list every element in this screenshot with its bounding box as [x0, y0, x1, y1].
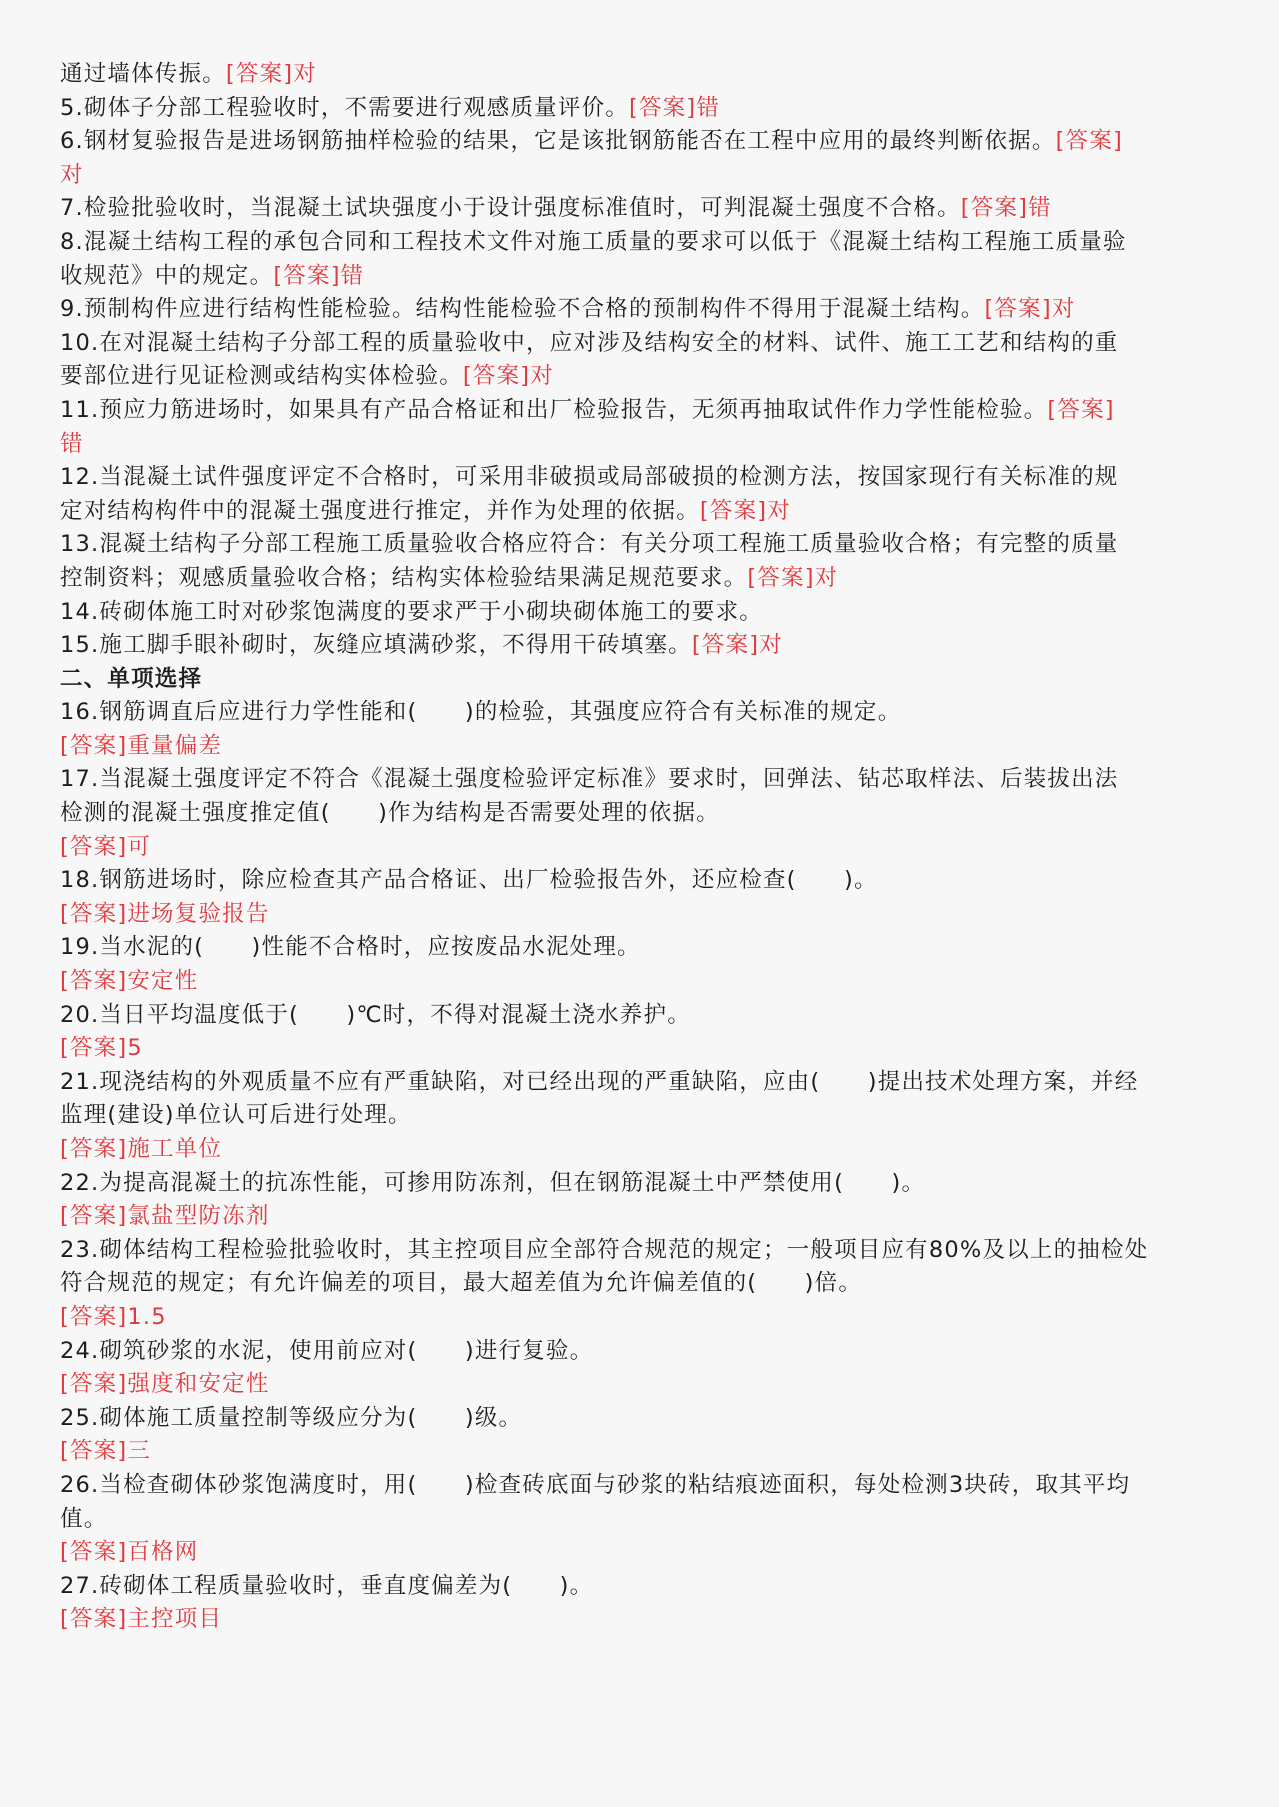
question-line: [60, 763, 1225, 797]
question-line: [60, 1133, 1225, 1167]
question-line: [60, 360, 1225, 394]
question-text: 23.砌体结构工程检验批验收时，其主控项目应全部符合规范的规定；一般项目应有80%及以上的抽检处: [60, 1236, 1149, 1263]
question-text: 16.钢筋调直后应进行力学性能和( )的检验，其强度应符合有关标准的规定。: [60, 699, 902, 726]
document-body: [60, 58, 1225, 1637]
question-text: 26.当检查砌体砂浆饱满度时，用( )检查砖底面与砂浆的粘结痕迹面积，每处检测3块砖，取其平均: [60, 1471, 1131, 1498]
answer-text: [答案]对: [699, 497, 791, 524]
question-text: 6.钢材复验报告是进场钢筋抽样检验的结果，它是该批钢筋能否在工程中应用的最终判断依据。: [60, 128, 1056, 155]
answer-text: [答案]氯盐型防冻剂: [60, 1203, 270, 1230]
question-text: 25.砌体施工质量控制等级应分为( )级。: [60, 1404, 523, 1431]
answer-text: [答案]错: [273, 262, 365, 289]
question-line: [60, 192, 1225, 226]
question-text: 二、单项选择: [60, 665, 203, 692]
question-text: 通过墙体传振。: [60, 61, 226, 87]
question-text: 定对结构构件中的混凝土强度进行推定，并作为处理的依据。: [60, 497, 700, 524]
answer-text: [答案]安定性: [60, 968, 199, 995]
section-heading: [60, 663, 1225, 697]
answer-text: 对: [60, 161, 84, 188]
question-text: 11.预应力筋进场时，如果具有产品合格证和出厂检验报告，无须再抽取试件作力学性能检验。: [60, 396, 1048, 423]
answer-text: [答案]强度和安定性: [60, 1371, 270, 1398]
question-text: 17.当混凝土强度评定不符合《混凝土强度检验评定标准》要求时，回弹法、钻芯取样法、后装拔出法: [60, 766, 1119, 793]
question-line: [60, 831, 1225, 865]
question-line: [60, 394, 1225, 428]
question-text: 值。: [60, 1505, 108, 1532]
question-text: 13.混凝土结构子分部工程施工质量验收合格应符合：有关分项工程施工质量验收合格；有完整的质量: [60, 531, 1119, 558]
answer-text: [答案]百格网: [60, 1539, 199, 1566]
question-text: 19.当水泥的( )性能不合格时，应按废品水泥处理。: [60, 934, 641, 961]
question-line: [60, 1200, 1225, 1234]
question-text: 22.为提高混凝土的抗冻性能，可掺用防冻剂，但在钢筋混凝土中严禁使用( )。: [60, 1169, 926, 1196]
answer-text: [答案]对: [984, 296, 1076, 323]
question-line: [60, 1167, 1225, 1201]
question-text: 10.在对混凝土结构子分部工程的质量验收中，应对涉及结构安全的材料、试件、施工工艺和结构的重: [60, 329, 1119, 356]
answer-text: [答案]主控项目: [60, 1606, 223, 1633]
answer-text: [答案]可: [60, 833, 152, 860]
answer-text: [答案]1.5: [60, 1303, 167, 1330]
question-line: [60, 696, 1225, 730]
question-text: 收规范》中的规定。: [60, 262, 274, 289]
answer-text: [答案]重量偏差: [60, 732, 223, 759]
answer-text: [答案]: [1047, 396, 1115, 423]
answer-text: [答案]: [1055, 128, 1123, 155]
question-line: [60, 931, 1225, 965]
question-text: 符合规范的规定；有允许偏差的项目，最大超差值为允许偏差值的( )倍。: [60, 1270, 863, 1297]
question-line: [60, 1536, 1225, 1570]
question-line: [60, 596, 1225, 630]
question-line: [60, 58, 1225, 92]
question-text: 7.检验批验收时，当混凝土试块强度小于设计强度标准值时，可判混凝土强度不合格。: [60, 195, 961, 222]
answer-text: [答案]对: [691, 632, 783, 659]
question-line: [60, 461, 1225, 495]
question-line: [60, 1032, 1225, 1066]
question-line: [60, 1301, 1225, 1335]
question-line: [60, 528, 1225, 562]
question-text: 27.砖砌体工程质量验收时，垂直度偏差为( )。: [60, 1572, 594, 1599]
question-text: 5.砌体子分部工程验收时，不需要进行观感质量评价。: [60, 94, 629, 121]
question-line: [60, 226, 1225, 260]
question-line: [60, 260, 1225, 294]
question-line: [60, 1503, 1225, 1537]
question-line: [60, 562, 1225, 596]
question-line: [60, 1469, 1225, 1503]
question-text: 24.砌筑砂浆的水泥，使用前应对( )进行复验。: [60, 1337, 594, 1364]
question-text: 监理(建设)单位认可后进行处理。: [60, 1102, 412, 1129]
answer-text: [答案]三: [60, 1438, 152, 1465]
answer-text: [答案]对: [747, 564, 839, 591]
question-line: [60, 1570, 1225, 1604]
question-line: [60, 1435, 1225, 1469]
question-text: 控制资料；观感质量验收合格；结构实体检验结果满足规范要求。: [60, 564, 748, 591]
question-line: [60, 864, 1225, 898]
question-line: [60, 1603, 1225, 1637]
question-line: [60, 629, 1225, 663]
answer-text: [答案]对: [462, 363, 554, 390]
question-text: 14.砖砌体施工时对砂浆饱满度的要求严于小砌块砌体施工的要求。: [60, 598, 763, 625]
question-line: [60, 125, 1225, 159]
question-line: [60, 797, 1225, 831]
question-line: [60, 1402, 1225, 1436]
question-line: [60, 965, 1225, 999]
answer-text: 错: [60, 430, 84, 457]
question-line: [60, 1066, 1225, 1100]
question-text: 要部位进行见证检测或结构实体检验。: [60, 363, 463, 390]
question-text: 20.当日平均温度低于( )℃时，不得对混凝土浇水养护。: [60, 1001, 691, 1028]
answer-text: [答案]错: [628, 94, 721, 121]
question-line: [60, 428, 1225, 462]
question-line: [60, 1267, 1225, 1301]
question-text: 检测的混凝土强度推定值( )作为结构是否需要处理的依据。: [60, 800, 720, 827]
answer-text: [答案]错: [960, 195, 1052, 222]
question-line: [60, 730, 1225, 764]
answer-text: [答案]对: [225, 61, 317, 87]
question-text: 12.当混凝土试件强度评定不合格时，可采用非破损或局部破损的检测方法，按国家现行有关标准的规: [60, 464, 1119, 491]
question-text: 9.预制构件应进行结构性能检验。结构性能检验不合格的预制构件不得用于混凝土结构。: [60, 296, 985, 323]
question-text: 15.施工脚手眼补砌时，灰缝应填满砂浆，不得用干砖填塞。: [60, 632, 692, 659]
question-line: [60, 1234, 1225, 1268]
question-line: [60, 495, 1225, 529]
answer-text: [答案]施工单位: [60, 1136, 223, 1162]
question-text: 18.钢筋进场时，除应检查其产品合格证、出厂检验报告外，还应检查( )。: [60, 867, 878, 894]
question-text: 8.混凝土结构工程的承包合同和工程技术文件对施工质量的要求可以低于《混凝土结构工程施工质量验: [60, 228, 1127, 255]
question-line: [60, 92, 1225, 126]
question-line: [60, 159, 1225, 193]
question-line: [60, 1335, 1225, 1369]
answer-text: [答案]5: [60, 1035, 143, 1062]
question-line: [60, 898, 1225, 932]
question-line: [60, 293, 1225, 327]
question-line: [60, 327, 1225, 361]
question-line: [60, 1368, 1225, 1402]
question-text: 21.现浇结构的外观质量不应有严重缺陷，对已经出现的严重缺陷，应由( )提出技术处理方案，并经: [60, 1068, 1139, 1095]
question-line: [60, 1099, 1225, 1133]
answer-text: [答案]进场复验报告: [60, 900, 270, 927]
question-line: [60, 999, 1225, 1033]
